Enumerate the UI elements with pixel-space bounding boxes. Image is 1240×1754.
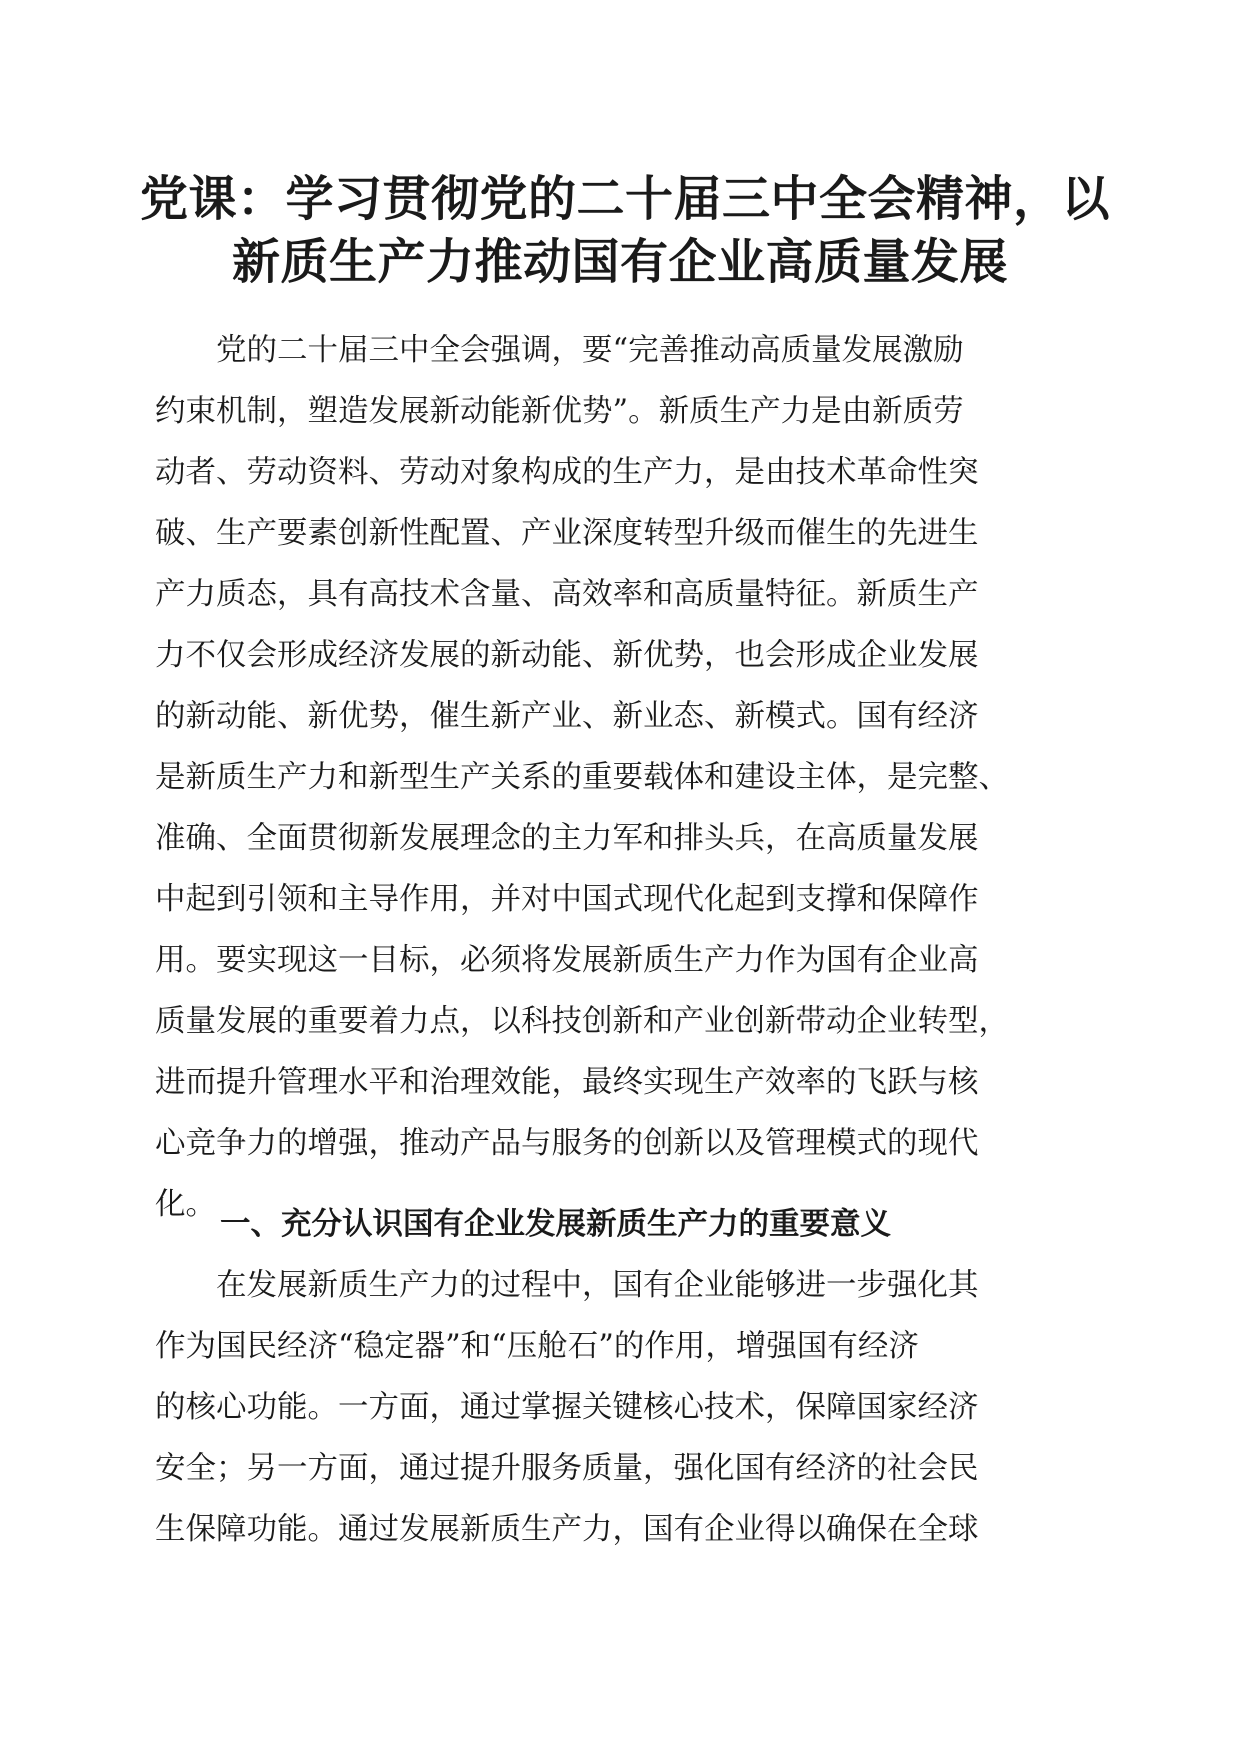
text-line: 用。要实现这一目标，必须将发展新质生产力作为国有企业高: [155, 943, 979, 978]
text-line: 安全；另一方面，通过提升服务质量，强化国有经济的社会民: [155, 1451, 979, 1486]
text-line: 化。: [155, 1187, 216, 1222]
text-line: 力不仅会形成经济发展的新动能、新优势，也会形成企业发展: [155, 638, 979, 673]
title-line: 新质生产力推动国有企业高质量发展: [231, 234, 1008, 290]
text-line: 生保障功能。通过发展新质生产力，国有企业得以确保在全球: [155, 1512, 979, 1547]
text-line: 准确、全面贯彻新发展理念的主力军和排头兵，在高质量发展: [155, 821, 979, 856]
text-line: 党的二十届三中全会强调，要“完善推动高质量发展激励: [155, 333, 964, 368]
text-line: 质量发展的重要着力点，以科技创新和产业创新带动企业转型，: [155, 1004, 1009, 1039]
section-paragraph: [155, 1255, 1085, 1560]
text-line: 进而提升管理水平和治理效能，最终实现生产效率的飞跃与核: [155, 1065, 979, 1100]
title-line: 党课：学习贯彻党的二十届三中全会精神，以: [140, 171, 1111, 227]
text-line: 破、生产要素创新性配置、产业深度转型升级而催生的先进生: [155, 516, 979, 551]
intro-paragraph: [155, 320, 1085, 1235]
text-line: 的核心功能。一方面，通过掌握关键核心技术，保障国家经济: [155, 1390, 979, 1425]
text-line: 产力质态，具有高技术含量、高效率和高质量特征。新质生产: [155, 577, 979, 612]
text-line: 是新质生产力和新型生产关系的重要载体和建设主体，是完整、: [155, 760, 1009, 795]
text-line: 的新动能、新优势，催生新产业、新业态、新模式。国有经济: [155, 699, 979, 734]
text-line: 约束机制，塑造发展新动能新优势”。新质生产力是由新质劳: [155, 394, 964, 429]
document-title: [140, 168, 1111, 294]
text-line: 心竞争力的增强，推动产品与服务的创新以及管理模式的现代: [155, 1126, 979, 1161]
text-line: 中起到引领和主导作用，并对中国式现代化起到支撑和保障作: [155, 882, 979, 917]
text-line: 在发展新质生产力的过程中，国有企业能够进一步强化其: [155, 1268, 979, 1303]
section-heading: 一、充分认识国有企业发展新质生产力的重要意义: [220, 1207, 891, 1242]
text-line: 动者、劳动资料、劳动对象构成的生产力，是由技术革命性突: [155, 455, 979, 490]
text-line: 作为国民经济“稳定器”和“压舱石”的作用，增强国有经济: [155, 1329, 919, 1364]
